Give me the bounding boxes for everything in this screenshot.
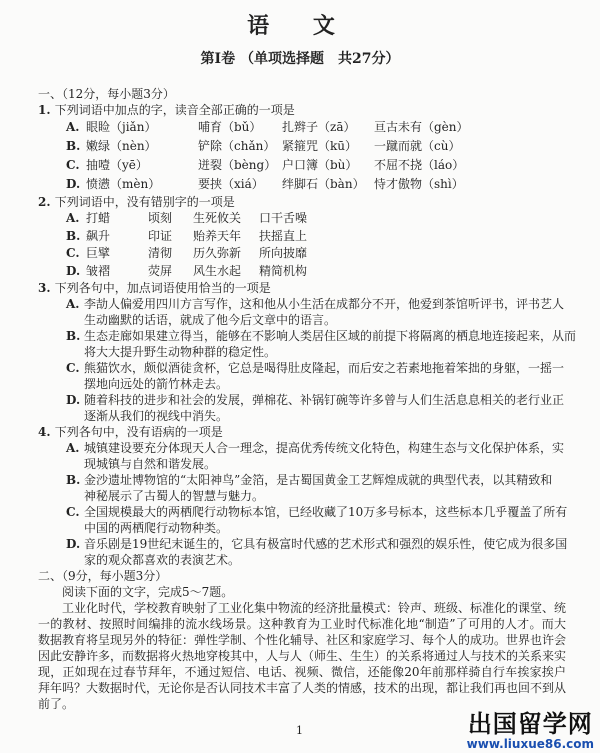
option-row <box>66 296 568 328</box>
option-item: 不屈不挠（láo） <box>374 158 465 172</box>
option-label: B. <box>66 228 81 243</box>
option-item: 扎辫子（zā） <box>282 120 356 134</box>
option-item: 眼睑（jiǎn） <box>86 120 157 134</box>
option-text <box>84 440 564 472</box>
option-text <box>84 392 564 424</box>
option-item: 嫩绿（nèn） <box>86 139 157 153</box>
option-line: 音乐剧是19世纪末诞生的，它具有极富时代感的艺术形式和强烈的娱乐性，使它成为很多国 <box>84 537 568 551</box>
option-label: C. <box>66 158 80 172</box>
option-item: 抽噎（yē） <box>86 158 148 172</box>
option-label: D. <box>66 263 81 278</box>
option-item: 绊脚石（bàn） <box>282 177 365 191</box>
question-1 <box>38 102 568 118</box>
option-item: 紧箍咒（kū） <box>282 139 358 153</box>
option-item: 所向披靡 <box>259 246 308 260</box>
option-label: B. <box>66 139 81 153</box>
question-stem: 下列各句中，没有语病的一项是 <box>54 425 223 439</box>
option-item: 风生水起 <box>193 263 242 278</box>
option-line: 熊猫饮水，颇似酒徒贪杯，它总是喝得肚皮隆起，而后安之若素地拖着笨拙的身躯，一摇一 <box>84 361 565 375</box>
question-number: 2. <box>38 195 51 209</box>
question-4 <box>38 424 568 440</box>
option-row <box>66 440 568 472</box>
reading-instruction: 阅读下面的文字，完成5～7题。 <box>62 585 234 599</box>
option-row <box>66 472 568 504</box>
option-item: 口干舌噪 <box>259 211 308 225</box>
option-line: 全国规模最大的两栖爬行动物标本馆，已经收藏了10万多号标本，这些标本几乎覆盖了所有 <box>84 505 568 519</box>
option-label: D. <box>66 393 81 407</box>
option-text <box>84 472 552 504</box>
question-2-options <box>38 210 568 280</box>
option-line: 生态走廊如果建立得当，能够在不影响人类居住区域的前提下将隔离的栖息地连接起来，从而 <box>84 329 577 343</box>
option-item: 皱褶 <box>86 263 111 278</box>
option-line: 摆地向远处的箭竹林走去。 <box>84 377 229 391</box>
question-stem: 下列各句中，加点词语使用恰当的一项是 <box>54 281 271 295</box>
question-stem: 下列词语中加点的字，读音全部正确的一项是 <box>54 103 295 117</box>
question-2 <box>38 194 568 210</box>
option-item: 印证 <box>148 228 173 243</box>
option-item: 恃才傲物（shì） <box>374 177 464 191</box>
option-item: 扶摇直上 <box>259 228 308 243</box>
option-line: 中国的两栖爬行动物种类。 <box>84 521 229 535</box>
brand-name: 出国留学网 <box>467 710 593 738</box>
option-label: A. <box>66 211 80 225</box>
option-line: 随着科技的进步和社会的发展，弹棉花、补锅钉碗等许多曾与人们生活息息相关的老行业正 <box>84 393 565 407</box>
option-label: D. <box>66 537 81 551</box>
section-2-heading: 二、（9分，每小题3分） <box>38 569 168 583</box>
brand-logo <box>467 711 594 751</box>
option-row <box>66 156 568 175</box>
reading-passage: 工业化时代，学校教育映射了工业化集中物流的经济批量模式：铃声、班级、标准化的课堂、统一的教材、按照时间编排的流水线场景。这种教育为工业时代标准化地“制造”了可用的人才。而大数据教育将呈现另外的特征：弹性学制、个性化辅导、社区和家庭学习、每个人的成功。世界也许会因此安静许多，而数据将火热地穿梭其中，人与人（师生、生生）的关系将通过人与技术的关系来实现，正如现在过春节拜年，不通过短信、电话、视频、微信，还能像20年前那样骑自行车挨家挨户拜年吗？大数据时代，无论你是否认同技术丰富了人类的情感，技术的出现，都让我们再也回不到从前了。 <box>38 601 567 711</box>
option-item: 清彻 <box>148 246 173 260</box>
option-label: C. <box>66 361 80 375</box>
option-item: 愤懑（mèn） <box>86 177 161 191</box>
option-row <box>66 263 568 281</box>
option-text <box>84 360 564 392</box>
option-item: 打蜡 <box>86 211 111 225</box>
option-text <box>84 504 567 536</box>
option-line: 家的观众都喜欢的表演艺术。 <box>84 553 241 567</box>
option-line: 将大大提升野生动物种群的稳定性。 <box>84 345 277 359</box>
option-item: 历久弥新 <box>193 246 242 260</box>
option-item: 顷刻 <box>148 211 173 225</box>
option-item: 荧屏 <box>148 263 173 278</box>
option-label: C. <box>66 505 80 519</box>
option-line: 生动幽默的话语，就成了他今后文章中的语言。 <box>84 313 337 327</box>
option-label: D. <box>66 177 81 191</box>
question-3 <box>38 280 568 296</box>
question-number: 1. <box>38 103 51 117</box>
option-item: 一蹴而就（cù） <box>374 139 461 153</box>
option-row <box>66 118 568 137</box>
option-row <box>66 392 568 424</box>
option-line: 城镇建设要充分体现天人合一理念，提高优秀传统文化特色，构建生态与文化保护体系，实 <box>84 441 565 455</box>
option-item: 巨擘 <box>86 246 111 260</box>
option-text <box>84 536 567 568</box>
option-row <box>66 210 568 228</box>
brand-url: www.liuxue86.com <box>466 737 594 751</box>
option-label: B. <box>66 473 81 487</box>
option-text <box>84 296 564 328</box>
option-row <box>66 328 577 360</box>
option-item: 迸裂（bèng） <box>198 158 277 172</box>
option-row <box>66 504 568 536</box>
option-line: 李劼人偏爱用四川方言写作，这和他从小生活在成都分不开，他爱到茶馆听评书，评书艺人 <box>84 297 565 311</box>
option-label: C. <box>66 246 80 260</box>
option-item: 户口簿（bù） <box>282 158 358 172</box>
question-4-options <box>38 440 568 568</box>
question-number: 4. <box>38 425 51 439</box>
option-item: 亘古未有（gèn） <box>374 120 469 134</box>
option-item: 生死攸关 <box>193 211 242 225</box>
option-row <box>66 228 568 246</box>
option-row <box>66 245 568 263</box>
option-row <box>66 360 568 392</box>
option-item: 飙升 <box>86 228 111 243</box>
question-1-options <box>38 118 568 194</box>
option-label: B. <box>66 329 81 343</box>
question-number: 3. <box>38 281 51 295</box>
section-1-heading: 一、（12分，每小题3分） <box>38 87 175 101</box>
option-line: 金沙遗址博物馆的“太阳神鸟”金箔，是古蜀国黄金工艺辉煌成就的典型代表，以其精致和 <box>84 473 553 487</box>
question-stem: 下列词语中，没有错别字的一项是 <box>54 195 235 209</box>
option-label: A. <box>66 120 80 134</box>
option-label: A. <box>66 441 80 455</box>
option-text <box>84 328 576 360</box>
option-item: 精简机构 <box>259 263 308 278</box>
option-item: 贻养天年 <box>193 228 242 243</box>
option-row <box>66 536 568 568</box>
option-item: 哺育（bǔ） <box>198 120 262 134</box>
page-subtitle: 第Ⅰ卷 （单项选择题 共27分） <box>200 51 400 67</box>
option-line: 神秘展示了古蜀人的智慧与魅力。 <box>84 489 265 503</box>
option-row <box>66 137 568 156</box>
option-label: A. <box>66 297 80 311</box>
page-title: 语 文 <box>247 13 353 39</box>
option-item: 铲除（chǎn） <box>198 139 276 153</box>
page-number: 1 <box>296 724 303 737</box>
exam-content <box>38 86 577 712</box>
option-line: 现城镇与自然和谐发展。 <box>84 457 217 471</box>
question-3-options <box>38 296 577 424</box>
option-row <box>66 175 568 194</box>
option-line: 逐渐从我们的视线中消失。 <box>84 409 229 423</box>
option-item: 要挟（xiá） <box>198 177 264 191</box>
